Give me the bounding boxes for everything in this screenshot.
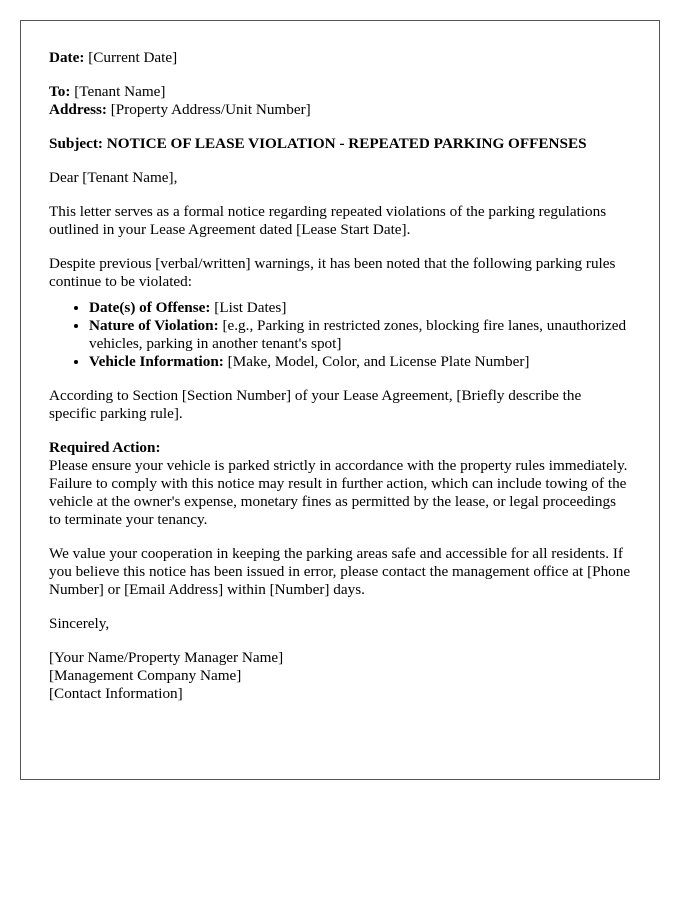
list-item [89,317,631,353]
to-line [49,83,631,101]
closing-paragraph: We value your cooperation in keeping the parking areas safe and accessible for all residents. If you believe this notice has been issued in error, please contact the management office at [Phone Number] or [Email Address] within [Number] days. [49,545,631,598]
address-line [49,101,631,119]
to-label: To: [49,83,71,100]
to-value: [Tenant Name] [70,83,166,100]
address-value: [Property Address/Unit Number] [106,101,311,118]
salutation: Dear [Tenant Name], [49,169,178,186]
violation-value: [e.g., Parking in restricted zones, blocking fire lanes, unauthorized vehicles, parking in another tenant's spot] [89,317,627,352]
violation-value: [Make, Model, Color, and License Plate Number] [223,353,530,370]
subject-value: NOTICE OF LEASE VIOLATION - REPEATED PARKING OFFENSES [103,135,587,152]
violation-label: Nature of Violation: [89,317,219,334]
signature-block [49,649,631,703]
section-paragraph: According to Section [Section Number] of your Lease Agreement, [Briefly describe the specific parking rule]. [49,387,582,422]
recipient-block [49,83,631,119]
intro-paragraph: This letter serves as a formal notice regarding repeated violations of the parking regulations outlined in your Lease Agreement dated [Lease Start Date]. [49,203,607,238]
signer-company: [Management Company Name] [49,667,242,684]
required-action-block [49,439,631,529]
warning-paragraph: Despite previous [verbal/written] warnings, it has been noted that the following parking rules continue to be violated: [49,255,616,290]
lease-violation-letter [20,20,660,780]
subject-line [49,135,631,153]
violation-value: [List Dates] [210,299,287,316]
subject-label: Subject: [49,135,103,152]
violations-list [49,299,631,371]
address-label: Address: [49,101,107,118]
signer-contact: [Contact Information] [49,685,183,702]
valediction: Sincerely, [49,615,110,632]
required-action-heading: Required Action: [49,439,161,456]
date-value: [Current Date] [84,49,178,66]
signer-name: [Your Name/Property Manager Name] [49,649,284,666]
list-item [89,353,631,371]
date-label: Date: [49,49,85,66]
violation-label: Date(s) of Offense: [89,299,211,316]
required-action-text: Please ensure your vehicle is parked strictly in accordance with the property rules immediately. Failure to comply with this notice may result in further action, which can include towing of the vehicle at the owner's expense, monetary fines as permitted by the lease, or legal proceedings to terminate your tenancy. [49,457,628,528]
violation-label: Vehicle Information: [89,353,224,370]
date-line [49,49,631,67]
list-item [89,299,631,317]
